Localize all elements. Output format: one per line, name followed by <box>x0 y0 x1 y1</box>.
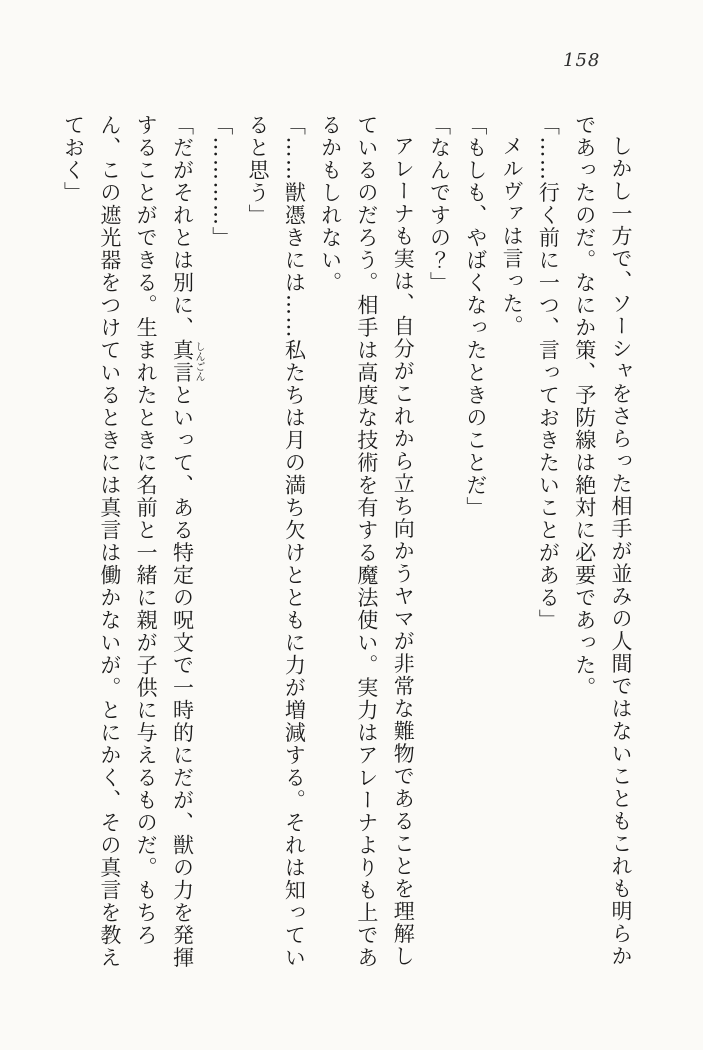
ruby-furigana: しんごん <box>192 339 204 384</box>
dialogue-line-2: 「もしも、やばくなったときのことだ」 <box>463 114 488 519</box>
ruby-base-text: 真言 <box>170 339 195 384</box>
dialogue-line-1: 「……行く前に一つ、言っておきたいことがある」 <box>536 114 561 632</box>
ruby-pre-text: 「だがそれとは別に、 <box>170 114 195 339</box>
ruby-annotation <box>170 339 204 384</box>
dialogue-line-3: 「なんですの？」 <box>427 114 452 294</box>
page-number: 158 <box>563 50 601 71</box>
dialogue-line-4: 「……獣憑きには……私たちは月の満ち欠けとともに力が増減する。それは知っていると思う」 <box>246 114 307 969</box>
ruby-post-text: といって、ある特定の呪文で一時的にだが、獣の力を発揮することができる。生まれたときに名前と一緒に親が子供に与えるものだ。もちろん、この遮光器をつけているときには真言は働かないが。とにかく、その真言を教えておく」 <box>61 114 195 969</box>
narration-paragraph-3: アレーナも実は、自分がこれから立ち向かうヤマが非常な難物であることを理解しているのだろう。相手は高度な技術を有する魔法使い。実力はアレーナよりも上であるかもしれない。 <box>318 114 416 969</box>
narration-paragraph-2: メルヴァは言った。 <box>500 135 525 338</box>
dialogue-line-6-with-ruby <box>55 114 203 979</box>
text-block <box>55 114 639 979</box>
dialogue-line-5: 「…………」 <box>209 114 234 249</box>
narration-paragraph-1: しかし一方で、ソーシャをさらった相手が並みの人間ではないこともこれも明らかであったのだ。なにか策、予防線は絶対に必要であった。 <box>572 114 633 968</box>
